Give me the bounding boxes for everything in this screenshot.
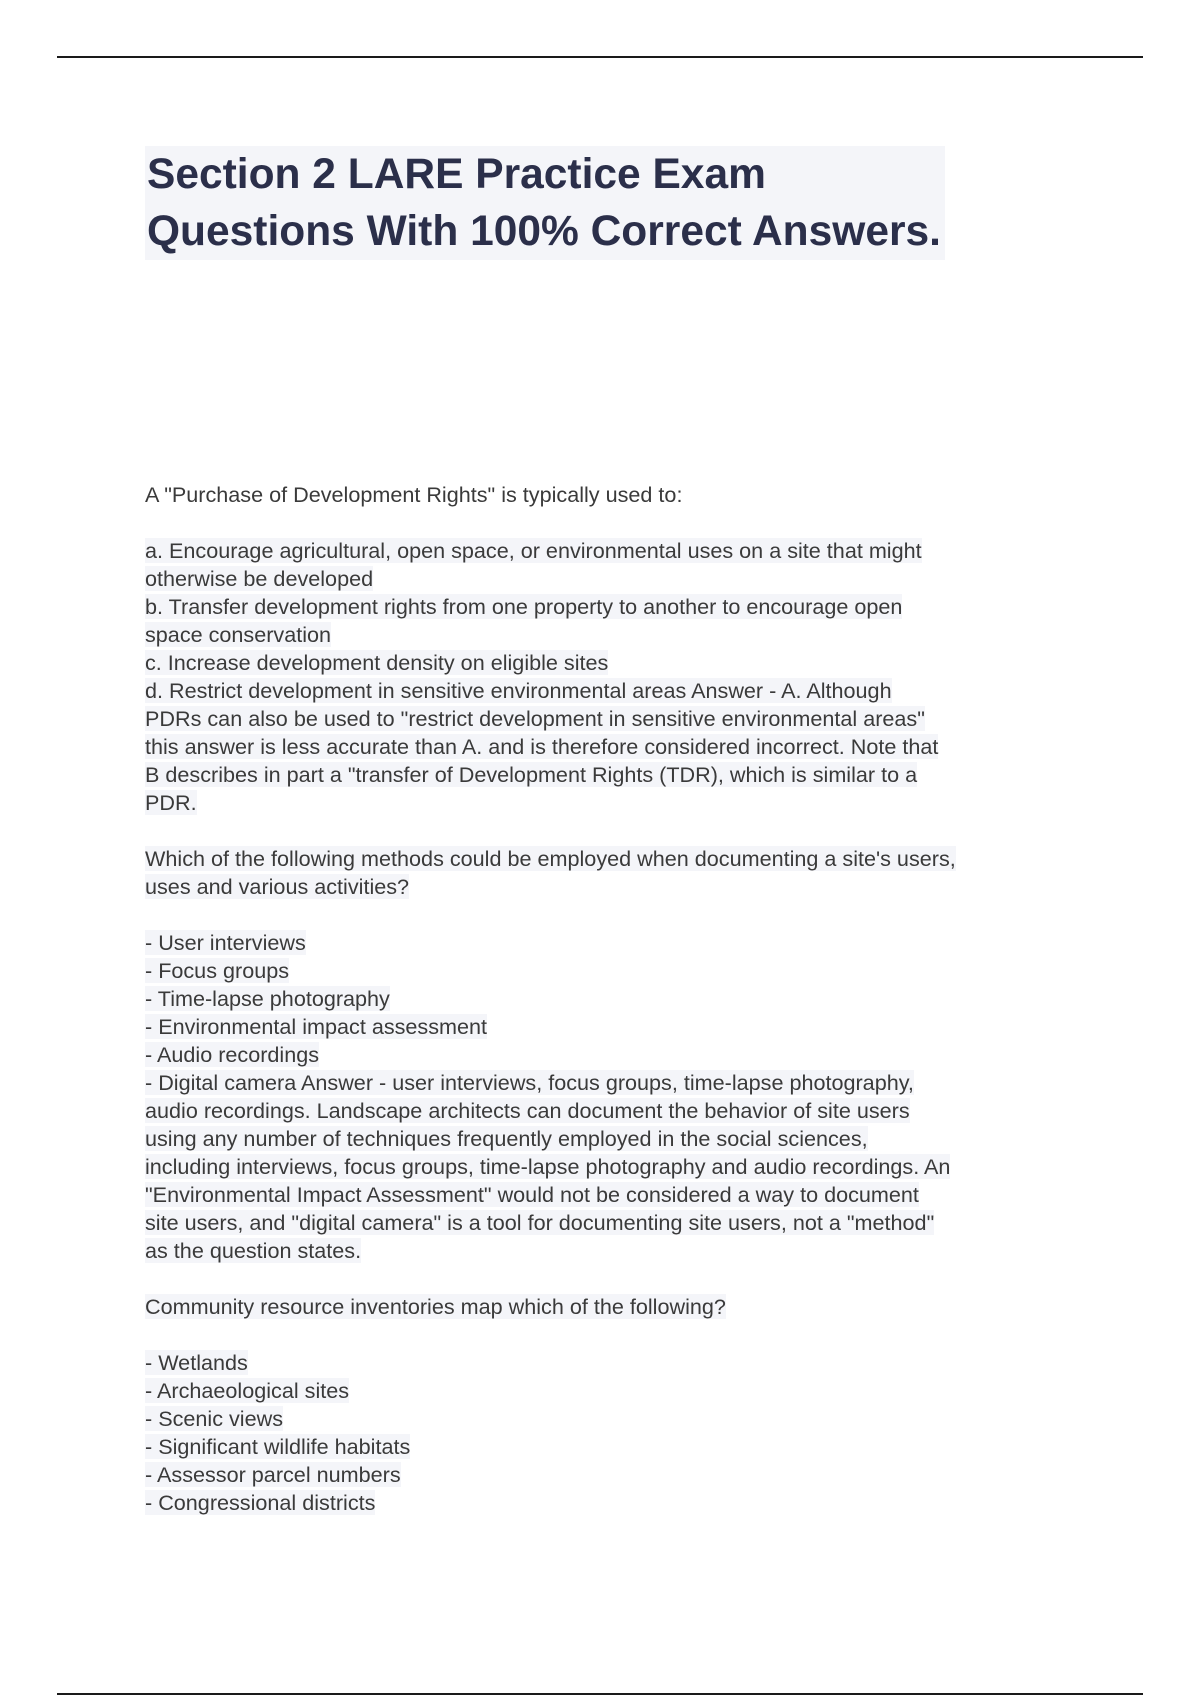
question-3 <box>145 1293 1060 1517</box>
answer-line: space conservation <box>145 622 332 647</box>
paragraph-gap <box>145 817 1060 845</box>
question-1 <box>145 481 1060 817</box>
answer-line: - Wetlands <box>145 1350 248 1375</box>
question-2 <box>145 845 1060 1265</box>
answer-line: - Significant wildlife habitats <box>145 1434 411 1459</box>
answer-line: "Environmental Impact Assessment" would not be considered a way to document <box>145 1182 919 1207</box>
top-rule <box>57 56 1143 58</box>
question-prompt: Which of the following methods could be employed when documenting a site's users, <box>145 846 956 871</box>
question-prompt: A "Purchase of Development Rights" is typically used to: <box>145 482 683 507</box>
answer-line: - Digital camera Answer - user interviews, focus groups, time-lapse photography, <box>145 1070 914 1095</box>
answer-line: - Focus groups <box>145 958 290 983</box>
answer-line: using any number of techniques frequently employed in the social sciences, <box>145 1126 868 1151</box>
answer-line: d. Restrict development in sensitive environmental areas Answer - A. Although <box>145 678 892 703</box>
answer-line: PDR. <box>145 790 197 815</box>
answer-line: B describes in part a "transfer of Development Rights (TDR), which is similar to a <box>145 762 918 787</box>
answer-line: - Assessor parcel numbers <box>145 1462 401 1487</box>
answer-line: including interviews, focus groups, time-lapse photography and audio recordings. An <box>145 1154 951 1179</box>
document-body <box>145 481 1060 1517</box>
paragraph-gap <box>145 901 1060 929</box>
answer-line: audio recordings. Landscape architects can document the behavior of site users <box>145 1098 910 1123</box>
answer-line: - Audio recordings <box>145 1042 320 1067</box>
question-prompt: Community resource inventories map which of the following? <box>145 1294 726 1319</box>
answer-line: c. Increase development density on eligible sites <box>145 650 609 675</box>
answer-line: - Archaeological sites <box>145 1378 350 1403</box>
paragraph-gap <box>145 509 1060 537</box>
bottom-rule <box>57 1693 1143 1695</box>
answer-line: - Time-lapse photography <box>145 986 390 1011</box>
document-content <box>145 146 1060 1517</box>
answer-line: otherwise be developed <box>145 566 374 591</box>
answer-line: - User interviews <box>145 930 306 955</box>
question-prompt: uses and various activities? <box>145 874 410 899</box>
answer-line: PDRs can also be used to "restrict development in sensitive environmental areas" <box>145 706 925 731</box>
paragraph-gap <box>145 1265 1060 1293</box>
title-line: Questions With 100% Correct Answers. <box>147 208 941 255</box>
paragraph-gap <box>145 1321 1060 1349</box>
answer-line: - Scenic views <box>145 1406 283 1431</box>
answer-line: as the question states. <box>145 1238 362 1263</box>
answer-line: - Congressional districts <box>145 1490 376 1515</box>
answer-line: b. Transfer development rights from one property to another to encourage open <box>145 594 903 619</box>
answer-line: - Environmental impact assessment <box>145 1014 488 1039</box>
answer-line: site users, and "digital camera" is a tool for documenting site users, not a "method" <box>145 1210 935 1235</box>
title-line: Section 2 LARE Practice Exam <box>147 151 766 198</box>
answer-line: this answer is less accurate than A. and is therefore considered incorrect. Note that <box>145 734 939 759</box>
document-title <box>145 146 945 260</box>
answer-line: a. Encourage agricultural, open space, or environmental uses on a site that might <box>145 538 922 563</box>
